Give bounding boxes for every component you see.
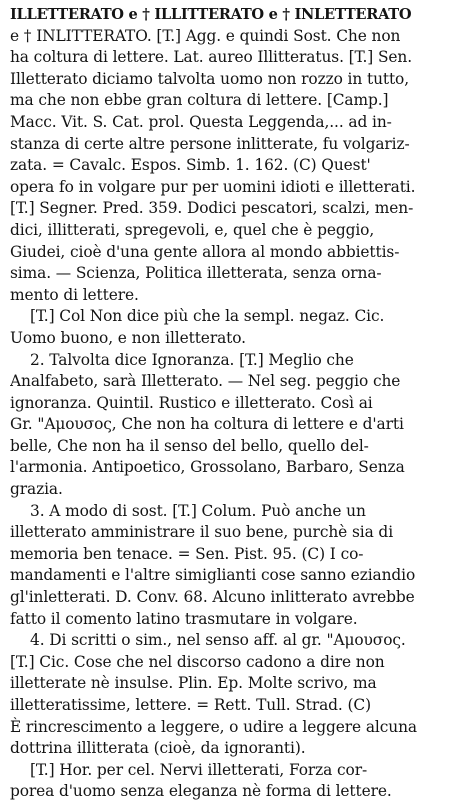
entry-text-line: mento di lettere. (10, 285, 139, 304)
entry-text-line: porea d'uomo senza eleganza nè forma di lettere. (10, 782, 392, 801)
entry-text-line: illetterato amministrare il suo bene, purchè sia di (10, 523, 394, 542)
entry-text-line: Macc. Vit. S. Cat. prol. Questa Leggenda,... ad in- (10, 112, 392, 131)
entry-text-line: Analfabeto, sarà Illetterato. — Nel seg. peggio che (10, 372, 401, 391)
sense-3-line: 3. A modo di sost. [T.] Colum. Può anche un (30, 501, 366, 520)
entry-text-line: illetteratissime, lettere. = Rett. Tull. Strad. (C) (10, 696, 371, 714)
entry-text-line: [T.] Hor. per cel. Nervi illetterati, Forza cor- (30, 760, 368, 779)
entry-text-line: e † INLITTERATO. [T.] Agg. e quindi Sost. Che non (10, 26, 401, 45)
entry-text-line: memoria ben tenace. = Sen. Pist. 95. (C) I co- (10, 544, 364, 563)
entry-text-line: Illetterato diciamo talvolta uomo non rozzo in tutto, (10, 69, 410, 88)
entry-text-line: illetterate nè insulse. Plin. Ep. Molte scrivo, ma (10, 674, 377, 693)
entry-text-line: [T.] Col Non dice più che la sempl. negaz. Cic. (30, 307, 385, 326)
entry-text-line: Uomo buono, e non illetterato. (10, 328, 246, 347)
entry-text-line: ha coltura di lettere. Lat. aureo Illitteratus. [T.] Sen. (10, 48, 413, 67)
entry-text-line: fatto il comento latino trasmutare in volgare. (10, 609, 358, 628)
entry-text-line: Gr. "Αμουσος, Che non ha coltura di lettere e d'arti (10, 415, 404, 434)
entry-text-line: stanza di certe altre persone inlitterate, fu volgariz- (10, 134, 410, 153)
entry-text-line: grazia. (10, 480, 63, 499)
entry-text-line: dottrina illitterata (cioè, da ignoranti). (10, 739, 306, 758)
sense-4-line: 4. Di scritti o sim., nel senso aff. al gr. "Αμουσος. (30, 631, 406, 650)
entry-text-line: ignoranza. Quintil. Rustico e illetterato. Così ai (10, 393, 373, 412)
entry-text-line: dici, illitterati, spregevoli, e, quel che è peggio, (10, 220, 375, 239)
entry-text-line: [T.] Segner. Pred. 359. Dodici pescatori, scalzi, men- (10, 199, 414, 218)
entry-text-line: [T.] Cic. Cose che nel discorso cadono a dire non (10, 652, 385, 671)
entry-text-line: l'armonia. Antipoetico, Grossolano, Barbaro, Senza (10, 458, 405, 477)
dictionary-entry-illetterato (10, 4, 462, 803)
entry-text-line: ma che non ebbe gran coltura di lettere. [Camp.] (10, 91, 389, 110)
entry-text-line: gl'inletterati. D. Conv. 68. Alcuno inlitterato avrebbe (10, 588, 415, 607)
entry-text-line: È rincrescimento a leggere, o udire a leggere alcuna (10, 717, 417, 736)
entry-text-line: mandamenti e l'altre simiglianti cose sanno eziandio (10, 566, 416, 585)
entry-text-line: sima. — Scienza, Politica illetterata, senza orna- (10, 264, 382, 283)
sense-2-line: 2. Talvolta dice Ignoranza. [T.] Meglio che (30, 350, 354, 369)
entry-text-line: Giudei, cioè d'una gente allora al mondo abbiettis- (10, 242, 400, 261)
entry-text-line: zata. = Cavalc. Espos. Simb. 1. 162. (C) Quest' (10, 156, 371, 175)
entry-headword-line: ILLETTERATO e † ILLITTERATO e † INLETTERATO (10, 6, 412, 23)
entry-text-line: opera fo in volgare pur per uomini idioti e illetterati. (10, 177, 416, 196)
entry-text-line: belle, Che non ha il senso del bello, quello del- (10, 436, 369, 455)
